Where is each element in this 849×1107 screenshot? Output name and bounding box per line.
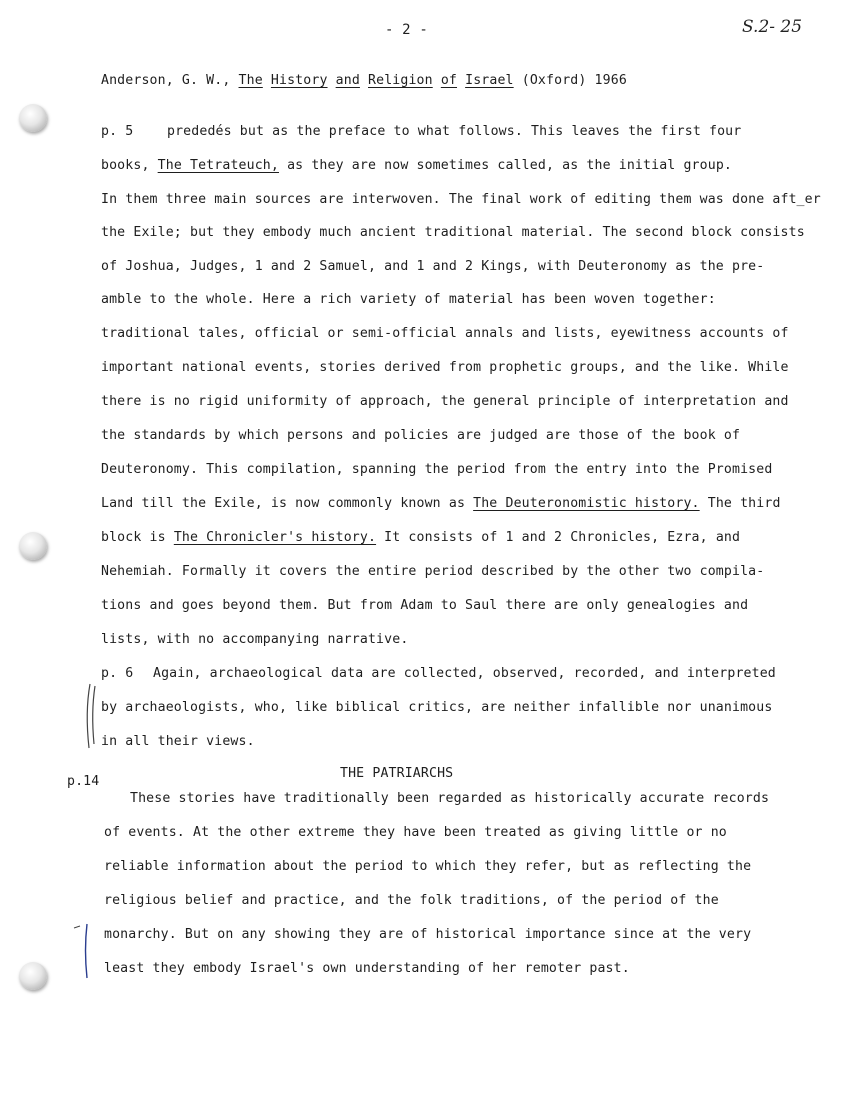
page-number: - 2 - xyxy=(385,22,428,38)
text-line: tions and goes beyond them. But from Adam to Saul there are only genealogies and xyxy=(101,598,749,613)
text-span: It consists of 1 and 2 Chronicles, Ezra, and xyxy=(376,530,741,545)
citation-publisher: (Oxford) 1966 xyxy=(521,73,627,88)
section-heading: THE PATRIARCHS xyxy=(340,766,454,781)
text-span: Land till the Exile, is now commonly known as xyxy=(101,496,474,511)
citation-title-word: and xyxy=(335,73,360,88)
text-line: lists, with no accompanying narrative. xyxy=(101,632,409,647)
citation-title-word: of xyxy=(440,73,458,88)
citation-title-word: History xyxy=(270,73,328,88)
text-line xyxy=(101,158,732,173)
text-line: prededés but as the preface to what follows. This leaves the first four xyxy=(167,124,742,139)
text-line: In them three main sources are interwoven. The final work of editing them was done aft̲er xyxy=(101,192,821,207)
text-line: These stories have traditionally been regarded as historically accurate records xyxy=(130,791,770,806)
text-line xyxy=(101,530,740,545)
margin-marking xyxy=(82,682,102,752)
text-line: the Exile; but they embody much ancient traditional material. The second block consists xyxy=(101,225,805,240)
page-ref-p14: p.14 xyxy=(67,774,100,789)
citation-author: Anderson, G. W., xyxy=(101,73,239,88)
margin-marking xyxy=(72,920,94,982)
text-line: religious belief and practice, and the folk traditions, of the period of the xyxy=(104,893,719,908)
text-line: Nehemiah. Formally it covers the entire period described by the other two compila- xyxy=(101,564,765,579)
text-line: in all their views. xyxy=(101,734,255,749)
text-line: Deuteronomy. This compilation, spanning the period from the entry into the Promised xyxy=(101,462,773,477)
text-span: The third xyxy=(699,496,781,511)
underlined-term: The Deuteronomistic history. xyxy=(473,496,700,511)
text-line: Again, archaeological data are collected, observed, recorded, and interpreted xyxy=(153,666,776,681)
handwritten-reference: S.2- 25 xyxy=(742,17,803,37)
text-span: as they are now sometimes called, as the initial group. xyxy=(278,158,732,173)
text-line: there is no rigid uniformity of approach, the general principle of interpretation and xyxy=(101,394,789,409)
text-line: of events. At the other extreme they have been treated as giving little or no xyxy=(104,825,727,840)
citation xyxy=(101,73,627,88)
text-line: the standards by which persons and policies are judged are those of the book of xyxy=(101,428,741,443)
text-line: monarchy. But on any showing they are of historical importance since at the very xyxy=(104,927,752,942)
page-ref-p5: p. 5 xyxy=(101,124,134,139)
citation-title-word: Religion xyxy=(368,73,433,88)
citation-title-word: Israel xyxy=(465,73,514,88)
page-ref-p6: p. 6 xyxy=(101,666,134,681)
underlined-term: The Chronicler's history. xyxy=(173,530,377,545)
punch-hole-top xyxy=(19,104,47,132)
punch-hole-bottom xyxy=(19,962,47,990)
text-span: books, xyxy=(101,158,158,173)
text-line: least they embody Israel's own understanding of her remoter past. xyxy=(104,961,630,976)
text-line: traditional tales, official or semi-official annals and lists, eyewitness accounts of xyxy=(101,326,789,341)
text-line: amble to the whole. Here a rich variety of material has been woven together: xyxy=(101,292,716,307)
citation-title-word: The xyxy=(238,73,263,88)
text-line: important national events, stories derived from prophetic groups, and the like. While xyxy=(101,360,789,375)
text-line: of Joshua, Judges, 1 and 2 Samuel, and 1 and 2 Kings, with Deuteronomy as the pre- xyxy=(101,259,765,274)
text-line xyxy=(101,496,781,511)
underlined-term: The Tetrateuch, xyxy=(157,158,279,173)
text-line: by archaeologists, who, like biblical critics, are neither infallible nor unanimous xyxy=(101,700,773,715)
text-line: reliable information about the period to which they refer, but as reflecting the xyxy=(104,859,752,874)
punch-hole-middle xyxy=(19,532,47,560)
text-span: block is xyxy=(101,530,174,545)
